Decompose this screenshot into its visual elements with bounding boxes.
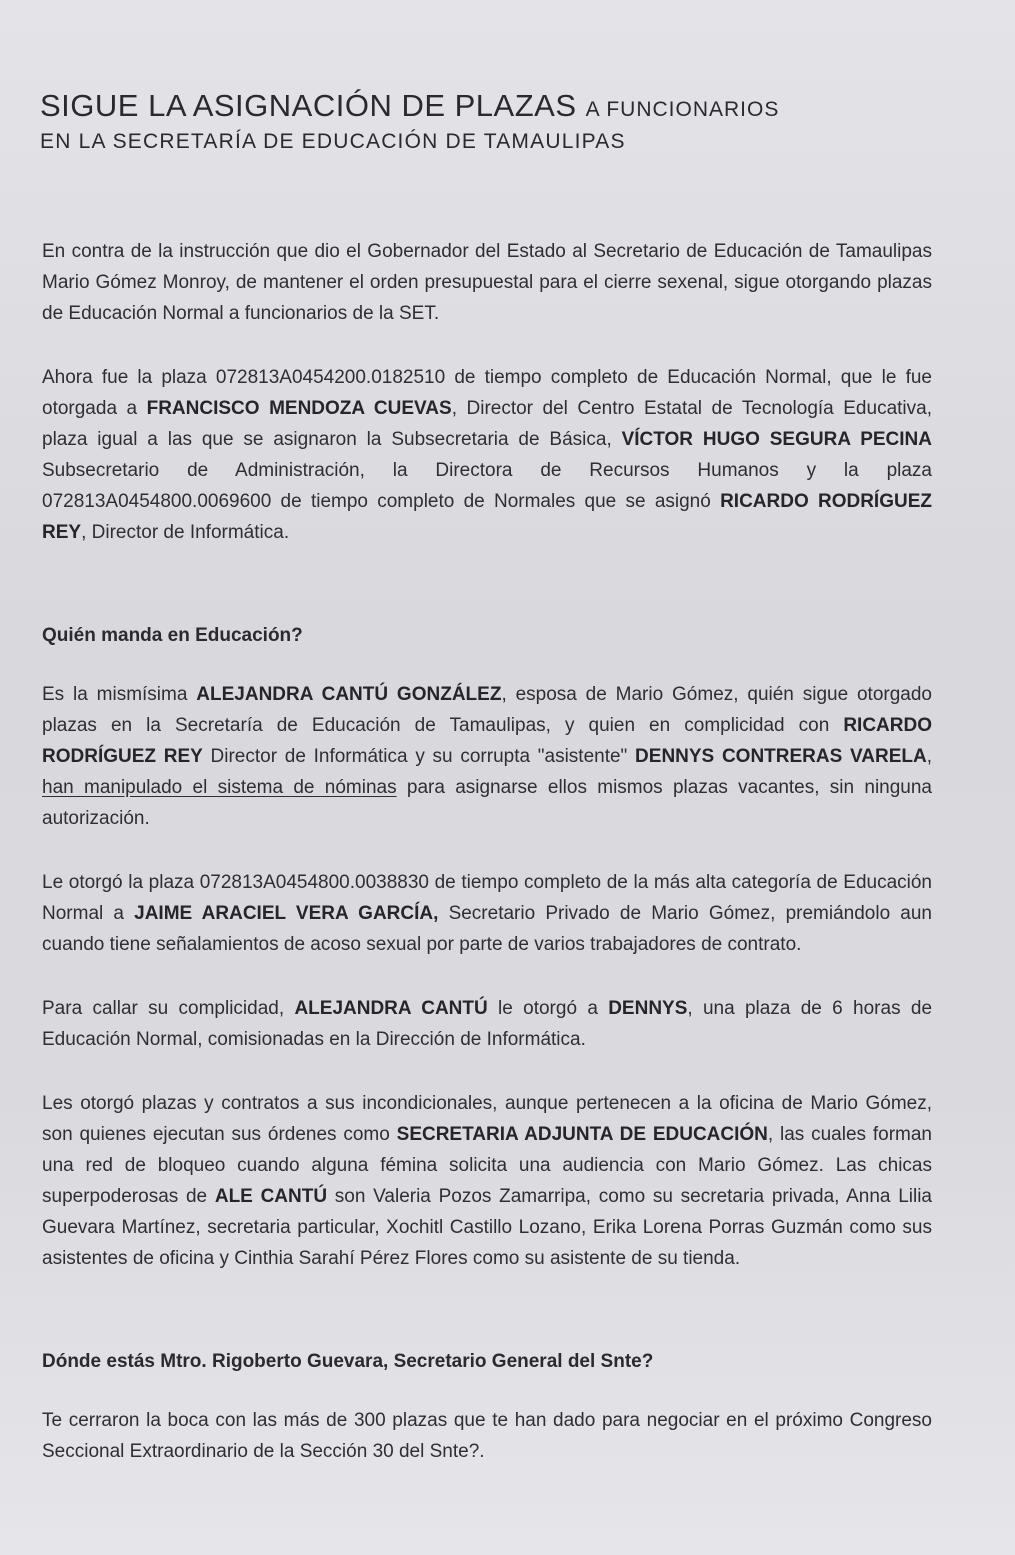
paragraph-3-text-2: , esposa de Mario Gómez, quién sigue otorgado plazas en la Secretaría de Educación de Tamaulipas, y quien en complicidad con — [42, 684, 932, 736]
title-suffix: A FUNCIONARIOS — [585, 98, 780, 121]
paragraph-5-text-3: , una plaza de 6 horas de Educación Normal, comisionadas en la Dirección de Informática. — [42, 998, 933, 1050]
name-francisco-mendoza: FRANCISCO MENDOZA CUEVAS — [146, 398, 452, 419]
name-ricardo-rodriguez-2: RICARDO RODRÍGUEZ REY — [42, 715, 932, 767]
paragraph-6-text-1: Les otorgó plazas y contratos a sus incondicionales, aunque pertenecen a la oficina de Mario Gómez, son quienes ejecutan sus órdenes como — [42, 1093, 932, 1145]
paragraph-2-text-1: Ahora fue la plaza 072813A0454200.0182510 de tiempo completo de Educación Normal, que le fue otorgada a — [42, 367, 932, 419]
paragraph-2 — [42, 362, 932, 548]
document-body — [42, 236, 932, 1467]
name-ricardo-rodriguez: RICARDO RODRÍGUEZ REY — [42, 491, 932, 543]
paragraph-4-text-2: Secretario Privado de Mario Gómez, premiándolo aun cuando tiene señalamientos de acoso sexual por parte de varios trabajadores de contrato. — [42, 903, 932, 955]
paragraph-2-text-4: , Director de Informática. — [81, 522, 290, 543]
section-heading-2: Dónde estás Mtro. Rigoberto Guevara, Secretario General del Snte? — [42, 1351, 654, 1372]
title-main: SIGUE LA ASIGNACIÓN DE PLAZAS — [40, 88, 577, 123]
paragraph-5 — [42, 993, 932, 1055]
paragraph-3-text-4: , — [926, 746, 933, 767]
title-line-2: EN LA SECRETARÍA DE EDUCACIÓN DE TAMAULIPAS — [40, 130, 626, 153]
paragraph-6-text-3: son Valeria Pozos Zamarripa, como su secretaria privada, Anna Lilia Guevara Martínez, secretaria particular, Xochitl Castillo Lozano, Erika Lorena Porras Guzmán como sus asistentes de oficina y Cinthia Sarahí Pérez Flores como su asistente de su tienda. — [42, 1186, 932, 1269]
paragraph-4-text-1: Le otorgó la plaza 072813A0454800.0038830 de tiempo completo de la más alta categoría de Educación Normal a — [42, 872, 932, 924]
paragraph-7: Te cerraron la boca con las más de 300 plazas que te han dado para negociar en el próximo Congreso Seccional Extraordinario de la Sección 30 del Snte?. — [42, 1410, 932, 1462]
name-dennys: DENNYS — [608, 998, 688, 1019]
name-alejandra-cantu: ALEJANDRA CANTÚ — [294, 998, 488, 1019]
paragraph-6-text-2: , las cuales forman una red de bloqueo cuando alguna fémina solicita una audiencia con Mario Gómez. Las chicas superpoderosas de — [42, 1124, 932, 1207]
paragraph-3-text-3: Director de Informática y su corrupta "asistente" — [202, 746, 636, 767]
name-alejandra-cantu-gonzalez: ALEJANDRA CANTÚ GONZÁLEZ — [196, 684, 502, 705]
paragraph-4 — [42, 867, 932, 960]
paragraph-5-text-2: le otorgó a — [487, 998, 609, 1019]
title-secretaria-adjunta: SECRETARIA ADJUNTA DE EDUCACIÓN — [396, 1124, 768, 1145]
name-victor-hugo-segura: VÍCTOR HUGO SEGURA PECINA — [621, 429, 932, 450]
section-heading-1: Quién manda en Educación? — [42, 625, 303, 646]
paragraph-2-text-3: Subsecretario de Administración, la Directora de Recursos Humanos y la plaza 072813A0454800.0069600 de tiempo completo de Normales que se asignó — [42, 460, 932, 512]
paragraph-3-text-1: Es la mismísima — [42, 684, 197, 705]
document-title — [40, 88, 940, 154]
underlined-phrase: han manipulado el sistema de nóminas — [42, 777, 397, 798]
name-ale-cantu: ALE CANTÚ — [214, 1186, 328, 1207]
paragraph-1: En contra de la instrucción que dio el Gobernador del Estado al Secretario de Educación de Tamaulipas Mario Gómez Monroy, de mantener el orden presupuestal para el cierre sexenal, sigue otorgando plazas de Educación Normal a funcionarios de la SET. — [42, 241, 932, 324]
name-dennys-contreras: DENNYS CONTRERAS VARELA — [635, 746, 927, 767]
paragraph-3 — [42, 679, 932, 834]
paragraph-5-text-1: Para callar su complicidad, — [42, 998, 295, 1019]
paragraph-6 — [42, 1088, 932, 1274]
paragraph-3-text-5: para asignarse ellos mismos plazas vacantes, sin ninguna autorización. — [42, 777, 932, 829]
title-line-1 — [40, 88, 940, 124]
name-jaime-araciel-vera: JAIME ARACIEL VERA GARCÍA, — [134, 903, 439, 924]
paragraph-2-text-2: , Director del Centro Estatal de Tecnología Educativa, plaza igual a las que se asignaron la Subsecretaria de Básica, — [42, 398, 932, 450]
